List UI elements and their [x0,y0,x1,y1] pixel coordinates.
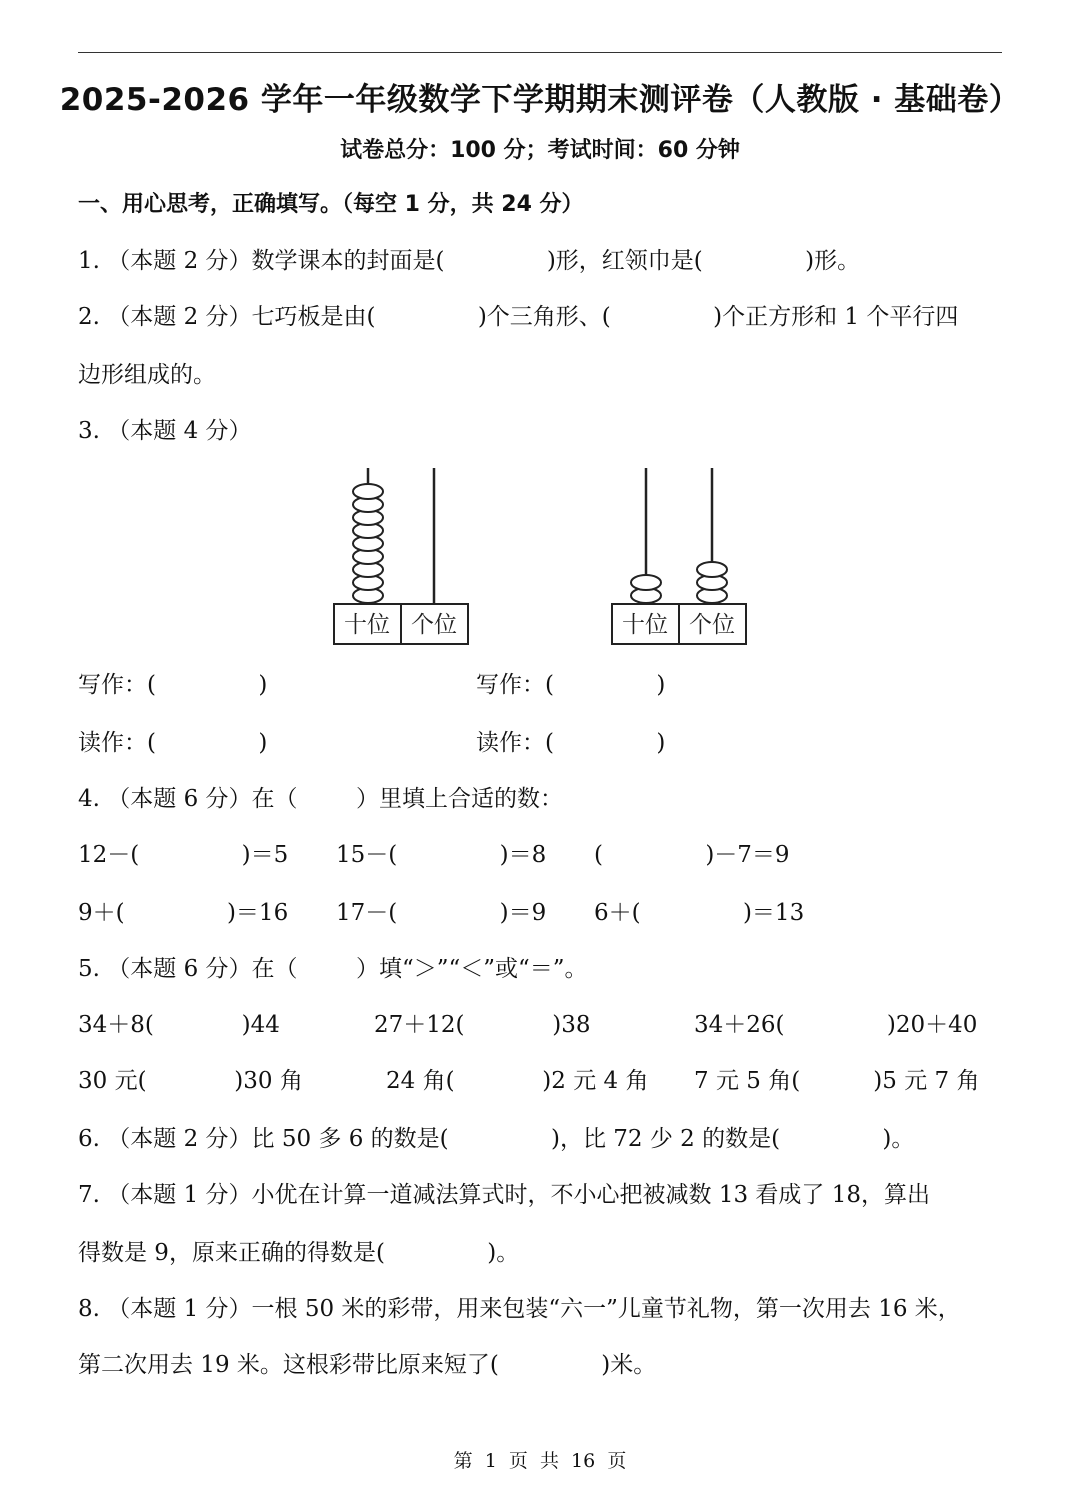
question-3-heading: 3. （本题 4 分） [78,418,252,444]
question-2-line1: 2. （本题 2 分）七巧板是由( )个三角形、( )个正方形和 1 个平行四 [78,304,959,330]
tens-label: 十位 [344,612,390,638]
question-7-line1: 7. （本题 1 分）小优在计算一道减法算式时，不小心把被减数 13 看成了 18，算出 [78,1182,930,1208]
section-heading: 一、用心思考，正确填写。（每空 1 分，共 24 分） [78,192,584,217]
question-8-line1: 8. （本题 1 分）一根 50 米的彩带，用来包装“六一”儿童节礼物，第一次用去 16 米， [78,1296,961,1322]
abacus-bead [353,484,383,499]
read-as-left: 读作：( ) [78,730,268,756]
exam-info: 试卷总分：100 分；考试时间：60 分钟 [340,138,740,163]
tens-label: 十位 [622,612,668,638]
ones-beads [697,562,727,603]
write-as-right: 写作：( ) [476,672,666,698]
q5-comparison: 34＋8( )44 [78,1012,280,1038]
ones-label: 个位 [689,612,735,638]
page-footer: 第 1 页 共 16 页 [453,1450,627,1472]
question-7-line2: 得数是 9，原来正确的得数是( )。 [78,1240,520,1266]
q5-comparison: 24 角( )2 元 4 角 [386,1068,649,1094]
q4-expression: ( )－7＝9 [594,842,790,868]
q5-comparison: 7 元 5 角( )5 元 7 角 [694,1068,980,1094]
write-as-left: 写作：( ) [78,672,268,698]
q4-expression: 9＋( )＝16 [78,900,289,926]
question-1: 1. （本题 2 分）数学课本的封面是( )形，红领巾是( )形。 [78,248,861,274]
read-as-right: 读作：( ) [476,730,666,756]
q4-expression: 15－( )＝8 [336,842,547,868]
top-rule [78,52,1002,53]
page-title: 2025-2026 学年一年级数学下学期期末测评卷（人教版 · 基础卷） [59,82,1021,118]
question-4-heading: 4. （本题 6 分）在（ ）里填上合适的数： [78,786,563,812]
tens-beads [631,575,661,603]
q4-expression: 17－( )＝9 [336,900,547,926]
q5-comparison: 34＋26( )20＋40 [694,1012,978,1038]
ones-label: 个位 [411,612,457,638]
abacus-right [608,464,750,648]
abacus-bead [697,562,727,577]
q4-expression: 12－( )＝5 [78,842,289,868]
question-8-line2: 第二次用去 19 米。这根彩带比原来短了( )米。 [78,1352,657,1378]
abacus-bead [631,575,661,590]
question-5-heading: 5. （本题 6 分）在（ ）填“＞”“＜”或“＝”。 [78,956,588,982]
tens-beads [353,484,383,603]
q4-expression: 6＋( )＝13 [594,900,805,926]
q5-comparison: 27＋12( )38 [374,1012,591,1038]
abacus-left [330,464,472,648]
question-6: 6. （本题 2 分）比 50 多 6 的数是( )，比 72 少 2 的数是( )。 [78,1126,915,1152]
q5-comparison: 30 元( )30 角 [78,1068,303,1094]
question-2-line2: 边形组成的。 [78,362,216,388]
